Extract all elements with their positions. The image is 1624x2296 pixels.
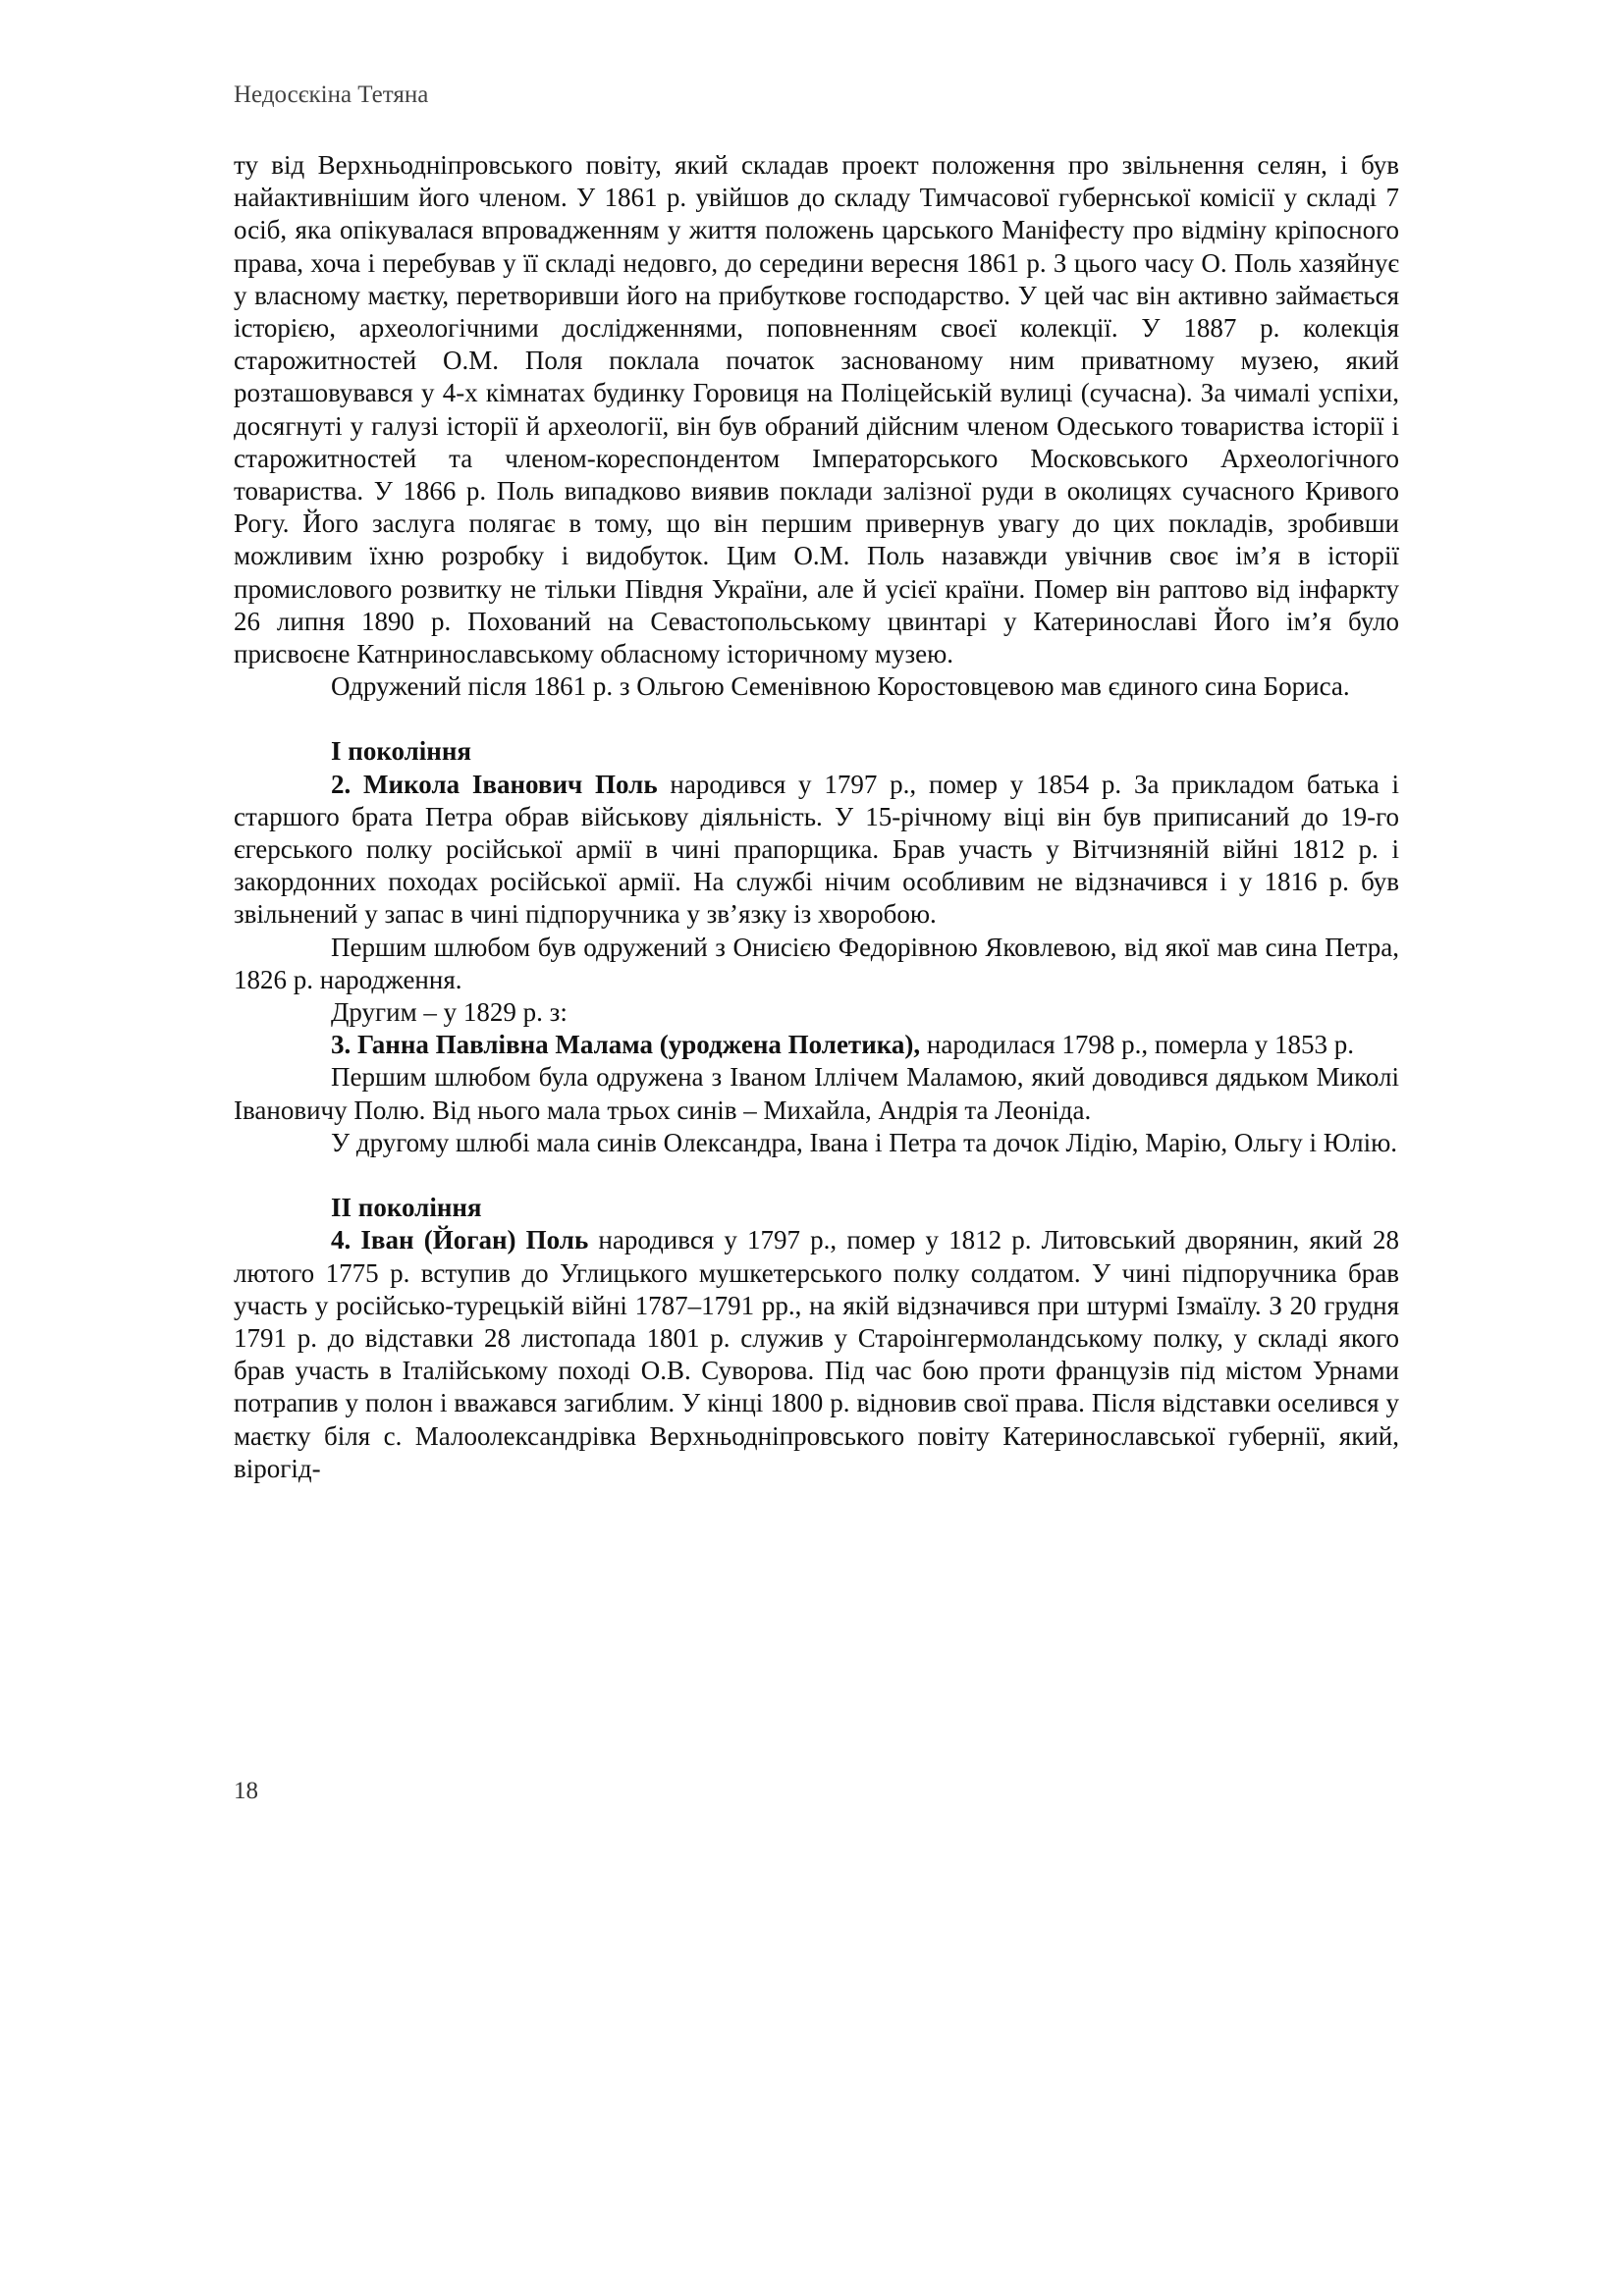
entry-3-paragraph [234, 1029, 1399, 1061]
section-gap [234, 703, 1399, 735]
section-heading-generation-1: І покоління [331, 736, 472, 767]
page-number: 18 [234, 1778, 258, 1804]
entry-2-paragraph [234, 769, 1399, 932]
section-gap [234, 1159, 1399, 1192]
section-heading-generation-2: ІІ покоління [331, 1193, 482, 1223]
entry-2-text: народився у 1797 р., помер у 1854 р. За прикладом батька і старшого брата Петра обрав військову діяльність. У 15-річному віці він був приписаний до 19-го єгерського полку російської армії в чині прапорщика. Брав участь у Вітчизняній війні 1812 р. і закордонних походах російської армії. На службі нічим особливим не відзначився і у 1816 р. був звільнений у запас в чині підпоручника у зв’язку із хворобою. [234, 769, 1399, 930]
entry-4-name: 4. Іван (Йоган) Поль [331, 1225, 589, 1255]
entry-2-second-marriage: Другим – у 1829 р. з: [331, 997, 568, 1028]
entry-3-second-marriage: У другому шлюбі мала синів Олександра, Івана і Петра та дочок Лідію, Марію, Ольгу і Юлію. [331, 1127, 1398, 1157]
entry-4-text: народився у 1797 р., помер у 1812 р. Литовський дворянин, який 28 лютого 1775 р. вступив до Углицького мушкетерського полку солдатом. У чині підпоручника брав участь у російсько-турецькій війні 1787–1791 рр., на якій відзначився при штурмі Ізмаїлу. З 20 грудня 1791 р. до відставки 28 листопада 1801 р. служив у Староінгермоландському полку, у складі якого брав участь в Італійському поході О.В. Суворова. Під час бою проти французів під містом Урнами потрапив у полон і вважався загиблим. У кінці 1800 р. відновив свої права. Після відставки оселився у маєтку біля с. Малоолександрівка Верхньодніпровського повіту Катеринославської губернії, який, вірогід- [234, 1225, 1399, 1483]
entry-3-name: 3. Ганна Павлівна Малама (уроджена Полетика), [331, 1030, 921, 1060]
running-head: Недосєкіна Тетяна [234, 81, 429, 108]
entry-2-name: 2. Микола Іванович Поль [331, 769, 658, 799]
paragraph-continuation: ту від Верхньодніпровського повіту, який складав проект положення про звільнення селян, і був найактивнішим його членом. У 1861 р. увійшов до складу Тимчасової губернської комісії у складі 7 осіб, яка опікувалася впровадженням у життя положень царського Маніфесту про відміну кріпосного права, хоча і перебував у її складі недовго, до середини вересня 1861 р. З цього часу О. Поль хазяйнує у власному маєтку, перетворивши його на прибуткове господарство. У цей час він активно займається історією, археологічними дослідженнями, поповненням своєї колекції. У 1887 р. колекція старожитностей О.М. Поля поклала початок заснованому ним приватному музею, який розташовувався у 4-х кімнатах будинку Горовиця на Поліцейській вулиці (сучасна). За чималі успіхи, досягнуті у галузі історії й археології, він був обраний дійсним членом Одеського товариства історії і старожитностей та членом-кореспондентом Імператорського Московського Археологічного товариства. У 1866 р. Поль випадково виявив поклади залізної руди в околицях сучасного Кривого Рогу. Його заслуга полягає в тому, що він першим привернув увагу до цих покладів, зробивши можливим їхню розробку і видобуток. Цим О.М. Поль назавжди увічнив своє ім’я в історії промислового розвитку не тільки Півдня України, але й усієї країни. Помер він раптово від інфаркту 26 липня 1890 р. Похований на Севастопольському цвинтарі у Катеринославі Його ім’я було присвоєне Катнринославському обласному історичному музею. [234, 150, 1399, 669]
entry-2-first-marriage: Першим шлюбом був одружений з Онисією Федорівною Яковлевою, від якої мав сина Петра, 1826 р. народження. [234, 932, 1399, 994]
entry-4-paragraph [234, 1224, 1399, 1485]
entry-3-text: народилася 1798 р., померла у 1853 р. [920, 1030, 1354, 1060]
paragraph-marriage: Одружений після 1861 р. з Ольгою Семенівною Коростовцевою мав єдиного сина Бориса. [331, 671, 1350, 702]
entry-3-first-marriage: Першим шлюбом була одружена з Іваном Іллічем Маламою, який доводився дядьком Миколі Івановичу Полю. Від нього мала трьох синів – Михайла, Андрія та Леоніда. [234, 1062, 1399, 1125]
body-text [234, 149, 1399, 1485]
